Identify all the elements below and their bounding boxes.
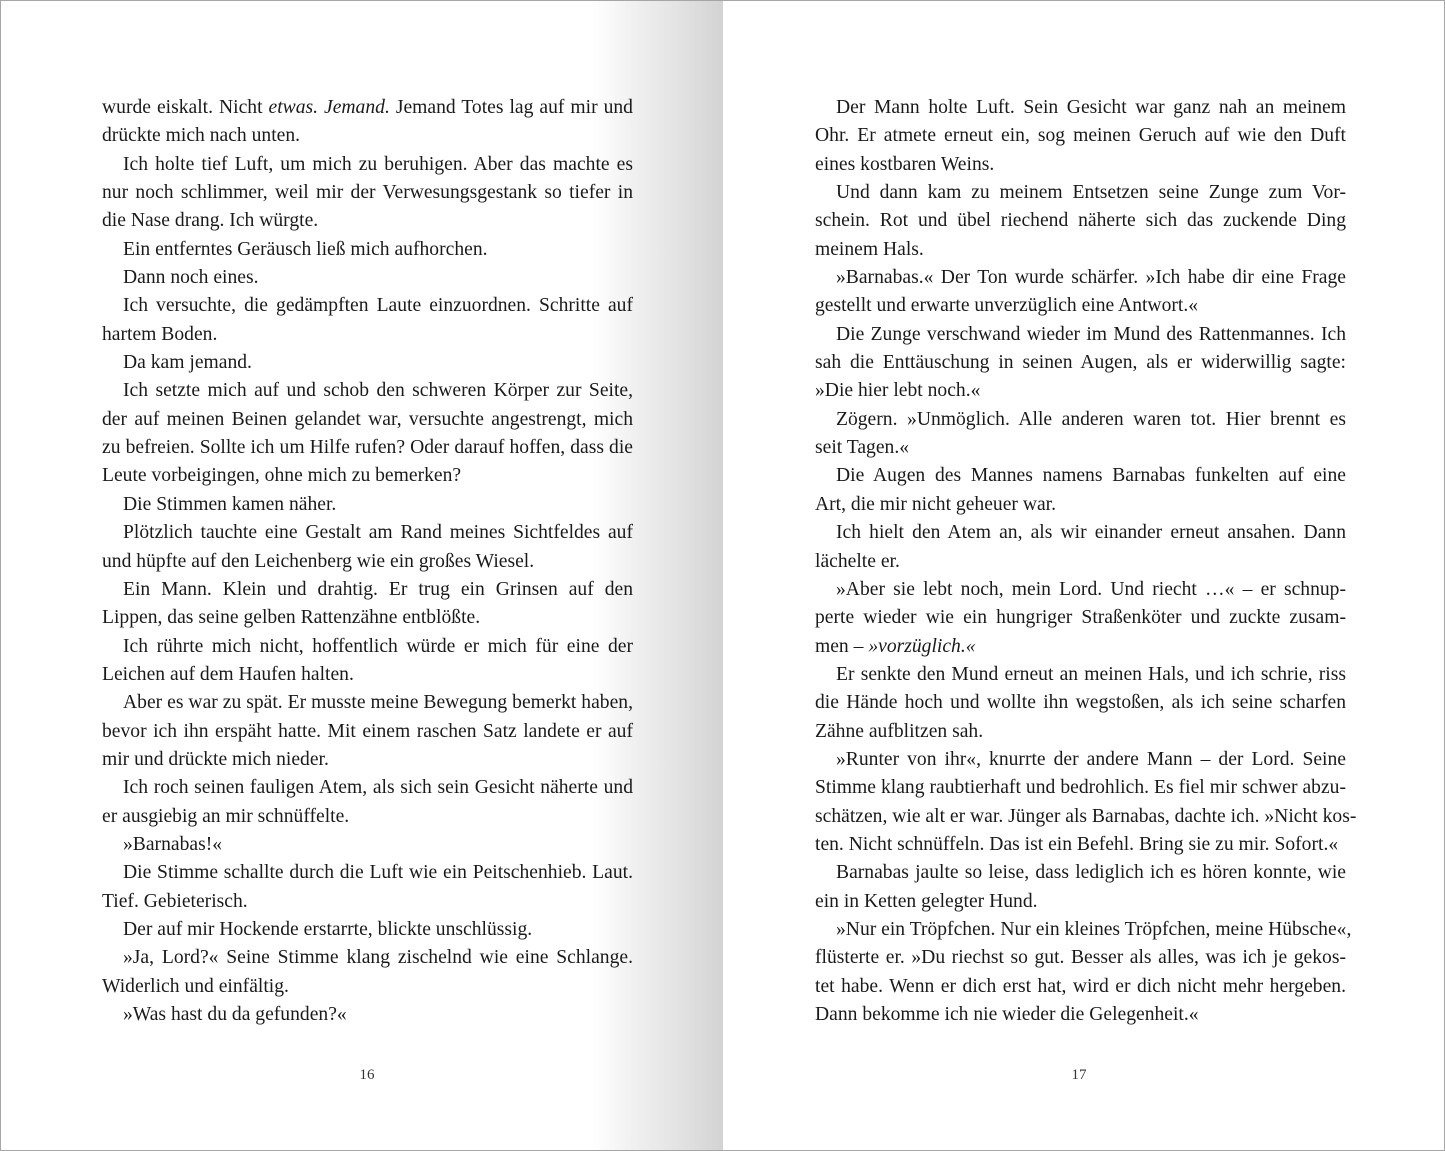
text-line: Art, die mir nicht geheuer war. — [815, 493, 1057, 515]
text-line: Die Stimmen kamen näher. — [123, 493, 337, 515]
text-line: Zögern. »Unmöglich. Alle anderen waren tot. Hier brennt es — [836, 408, 1346, 430]
text-line: sah die Enttäuschung in seinen Augen, als er widerwillig sagte: — [815, 352, 1346, 374]
text-line: Ohr. Er atmete erneut ein, sog meinen Geruch auf wie den Duft — [815, 125, 1346, 147]
text-line: »Barnabas!« — [123, 833, 223, 855]
text-line: zu befreien. Sollte ich um Hilfe rufen? Oder darauf hoffen, dass die — [102, 437, 633, 459]
text-line: die Hände hoch und wollte ihn wegstoßen, als ich seine scharfen — [815, 692, 1346, 714]
text-line: flüsterte er. »Du riechst so gut. Besser als alles, was ich je gekos- — [815, 947, 1346, 969]
text-line: Und dann kam zu meinem Entsetzen seine Zunge zum Vor- — [836, 182, 1346, 204]
text-line: Der Mann holte Luft. Sein Gesicht war ganz nah an meinem — [836, 97, 1346, 118]
text-line: Ich rührte mich nicht, hoffentlich würde er mich für eine der — [123, 635, 633, 657]
text-line: Ich hielt den Atem an, als wir einander erneut ansahen. Dann — [836, 522, 1346, 544]
text-line: Widerlich und einfältig. — [102, 975, 289, 997]
text-line: bevor ich ihn erspäht hatte. Mit einem raschen Satz landete er auf — [102, 720, 633, 742]
text-line: »Die hier lebt noch.« — [815, 380, 981, 402]
text-line: »Runter von ihr«, knurrte der andere Mann – der Lord. Seine — [836, 748, 1346, 770]
text-line: der auf meinen Beinen gelandet war, versuchte angestrengt, mich — [102, 408, 633, 430]
text-line: Die Augen des Mannes namens Barnabas funkelten auf eine — [836, 465, 1346, 487]
text-line: Die Stimme schallte durch die Luft wie ein Peitschenhieb. Laut. — [123, 862, 633, 884]
text-line: Leute vorbeigingen, ohne mich zu bemerken? — [102, 465, 462, 487]
text-line: Plötzlich tauchte eine Gestalt am Rand meines Sichtfeldes auf — [123, 522, 633, 544]
text-line: lächelte er. — [815, 550, 900, 572]
text-line: »Was hast du da gefunden?« — [123, 1004, 347, 1025]
text-line: perte wieder wie ein hungriger Straßenköter und zuckte zusam- — [815, 607, 1346, 629]
left-page-text — [102, 94, 633, 1029]
text-line: Aber es war zu spät. Er musste meine Bewegung bemerkt haben, — [123, 692, 633, 714]
left-page — [1, 1, 723, 1150]
text-line: schein. Rot und übel riechend näherte sich das zuckende Ding — [815, 210, 1346, 232]
text-line: Dann bekomme ich nie wieder die Gelegenheit.« — [815, 1004, 1199, 1025]
text-line: Leichen auf dem Haufen halten. — [102, 663, 354, 685]
text-line: er ausgiebig an mir schnüffelte. — [102, 805, 350, 827]
text-line: Dann noch eines. — [123, 267, 259, 289]
text-line: nur noch schlimmer, weil mir der Verwesungsgestank so tiefer in — [102, 182, 633, 204]
text-line: hartem Boden. — [102, 323, 218, 345]
text-line: mir und drückte mich nieder. — [102, 748, 329, 770]
text-line: ten. Nicht schnüffeln. Das ist ein Befehl. Bring sie zu mir. Sofort.« — [815, 833, 1339, 855]
text-line: schätzen, wie alt er war. Jünger als Barnabas, dachte ich. »Nicht kos- — [815, 805, 1357, 827]
text-line: und hüpfte auf den Leichenberg wie ein großes Wiesel. — [102, 550, 535, 572]
text-line: men – »vorzüglich.« — [815, 635, 976, 657]
text-line: Ich roch seinen fauligen Atem, als sich sein Gesicht näherte und — [123, 777, 633, 799]
text-line: drückte mich nach unten. — [102, 125, 301, 147]
text-line: Er senkte den Mund erneut an meinen Hals, und ich schrie, riss — [836, 663, 1346, 685]
text-line: Die Zunge verschwand wieder im Mund des Rattenmannes. Ich — [836, 323, 1346, 345]
text-line: Lippen, das seine gelben Rattenzähne entblößte. — [102, 607, 481, 629]
right-page-text — [815, 94, 1357, 1029]
text-line: meinem Hals. — [815, 238, 924, 260]
page-number-left: 16 — [359, 1067, 375, 1083]
text-line: Stimme klang raubtierhaft und bedrohlich. Es fiel mir schwer abzu- — [815, 777, 1346, 799]
text-line: Ich setzte mich auf und schob den schweren Körper zur Seite, — [123, 380, 633, 402]
text-line: »Barnabas.« Der Ton wurde schärfer. »Ich habe dir eine Frage — [836, 267, 1346, 289]
text-line: die Nase drang. Ich würgte. — [102, 210, 319, 232]
text-line: »Aber sie lebt noch, mein Lord. Und riecht …« – er schnup- — [836, 578, 1346, 600]
text-line: tet habe. Wenn er dich erst hat, wird er dich nicht mehr hergeben. — [815, 975, 1346, 997]
text-line: Ein entferntes Geräusch ließ mich aufhorchen. — [123, 238, 488, 260]
text-line: Ein Mann. Klein und drahtig. Er trug ein Grinsen auf den — [123, 578, 633, 600]
text-line: Zähne aufblitzen sah. — [815, 720, 984, 742]
right-page — [723, 1, 1444, 1150]
text-line: seit Tagen.« — [815, 437, 910, 459]
text-line: Ich versuchte, die gedämpften Laute einzuordnen. Schritte auf — [123, 295, 633, 317]
text-line: eines kostbaren Weins. — [815, 153, 995, 175]
page-number-right: 17 — [1071, 1067, 1087, 1083]
text-line: ein in Ketten gelegter Hund. — [815, 890, 1038, 912]
text-line: Da kam jemand. — [123, 352, 252, 374]
text-line: Der auf mir Hockende erstarrte, blickte unschlüssig. — [123, 918, 533, 940]
text-line: »Ja, Lord?« Seine Stimme klang zischelnd wie eine Schlange. — [123, 947, 633, 969]
text-line: »Nur ein Tröpfchen. Nur ein kleines Tröpfchen, meine Hübsche«, — [836, 918, 1352, 940]
text-line: gestellt und erwarte unverzüglich eine Antwort.« — [815, 295, 1199, 317]
text-line: wurde eiskalt. Nicht etwas. Jemand. Jemand Totes lag auf mir und — [102, 97, 633, 118]
text-line: Tief. Gebieterisch. — [102, 890, 248, 912]
text-line: Ich holte tief Luft, um mich zu beruhigen. Aber das machte es — [123, 153, 633, 175]
text-line: Barnabas jaulte so leise, dass lediglich ich es hören konnte, wie — [836, 862, 1346, 884]
